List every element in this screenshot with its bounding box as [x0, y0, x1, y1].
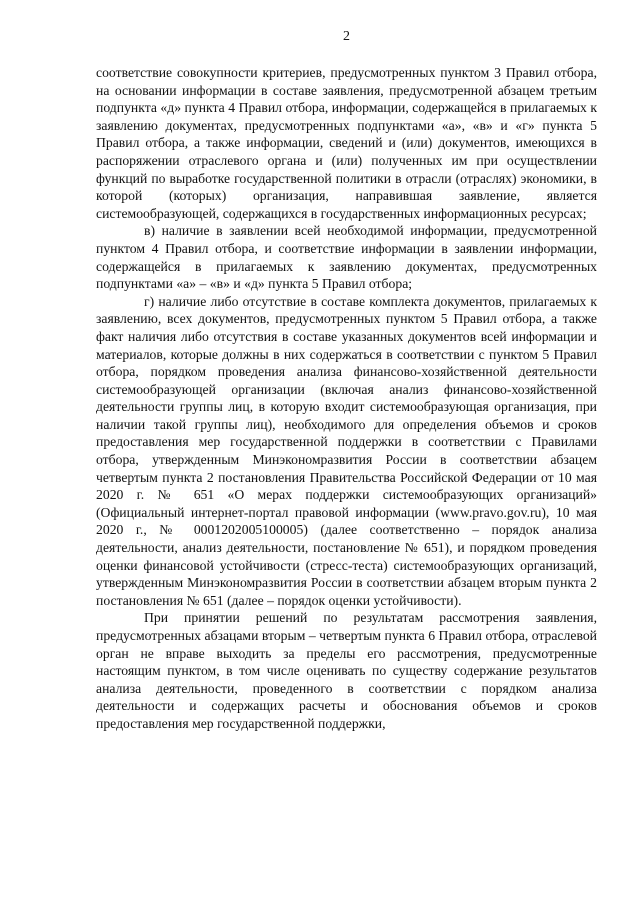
paragraph-decision-limits: При принятии решений по результатам рассмотрения заявления, предусмотренных абзацами вторым – четвертым пункта 6 Правил отбора, отраслевой орган не вправе выходить за пределы его рассмотрения, предусмотренные настоящим пунктом, в том числе оценивать по существу содержание результатов анализа деятельности, проведенного в соответствии с порядком анализа деятельности и содержащих расчеты и обоснования объемов и сроков предоставления мер государственной поддержки, — [96, 610, 597, 731]
paragraph-criteria-compliance: соответствие совокупности критериев, предусмотренных пунктом 3 Правил отбора, на основании информации в составе заявления, предусмотренной абзацем третьим подпункта «д» пункта 4 Правил отбора, информации, содержащейся в прилагаемых к заявлению документах, предусмотренных подпунктами «а», «в» и «г» пункта 5 Правил отбора, а также информации, сведений и (или) документов, имеющихся в распоряжении отраслевого органа и (или) полученных им при осуществлении функций по выработке государственной политики в отрасли (отраслях) экономики, в которой (которых) организация, направившая заявление, является системообразующей, содержащихся в государственных информационных ресурсах; — [96, 65, 597, 221]
paragraph-item-v: в) наличие в заявлении всей необходимой информации, предусмотренной пунктом 4 Правил отбора, и соответствие информации в заявлении информации, содержащейся в прилагаемых к заявлению документах, предусмотренных подпунктами «а» – «в» и «д» пункта 5 Правил отбора; — [96, 223, 597, 292]
page-number: 2 — [343, 29, 350, 44]
paragraph-item-g: г) наличие либо отсутствие в составе комплекта документов, прилагаемых к заявлению, всех документов, предусмотренных пунктом 5 Правил отбора, а также факт наличия либо отсутствия в составе указанных документов всей информации и материалов, которые должны в них содержаться в соответствии с пунктом 5 Правил отбора, порядком проведения анализа финансово-хозяйственной деятельности системообразующей организации (включая анализ финансово-хозяйственной деятельности группы лиц, в которую входит системообразующая организация, при наличии такой группы лиц), необходимого для определения объемов и сроков предоставления мер государственной поддержки в соответствии с Правилами отбора, утвержденным Минэкономразвития России в соответствии абзацем четвертым пункта 2 постановления Правительства Российской Федерации от 10 мая 2020 г. № 651 «О мерах поддержки системообразующих организаций» (Официальный интернет-портал правовой информации (www.pravo.gov.ru), 10 мая 2020 г., № 0001202005100005) (далее соответственно – порядок анализа деятельности, анализ деятельности, постановление № 651), и порядком проведения оценки финансовой устойчивости (стресс-теста) системообразующих организаций, утвержденным Минэкономразвития России в соответствии абзацем вторым пункта 2 постановления № 651 (далее – порядок оценки устойчивости). — [96, 293, 597, 608]
document-page — [96, 28, 597, 733]
